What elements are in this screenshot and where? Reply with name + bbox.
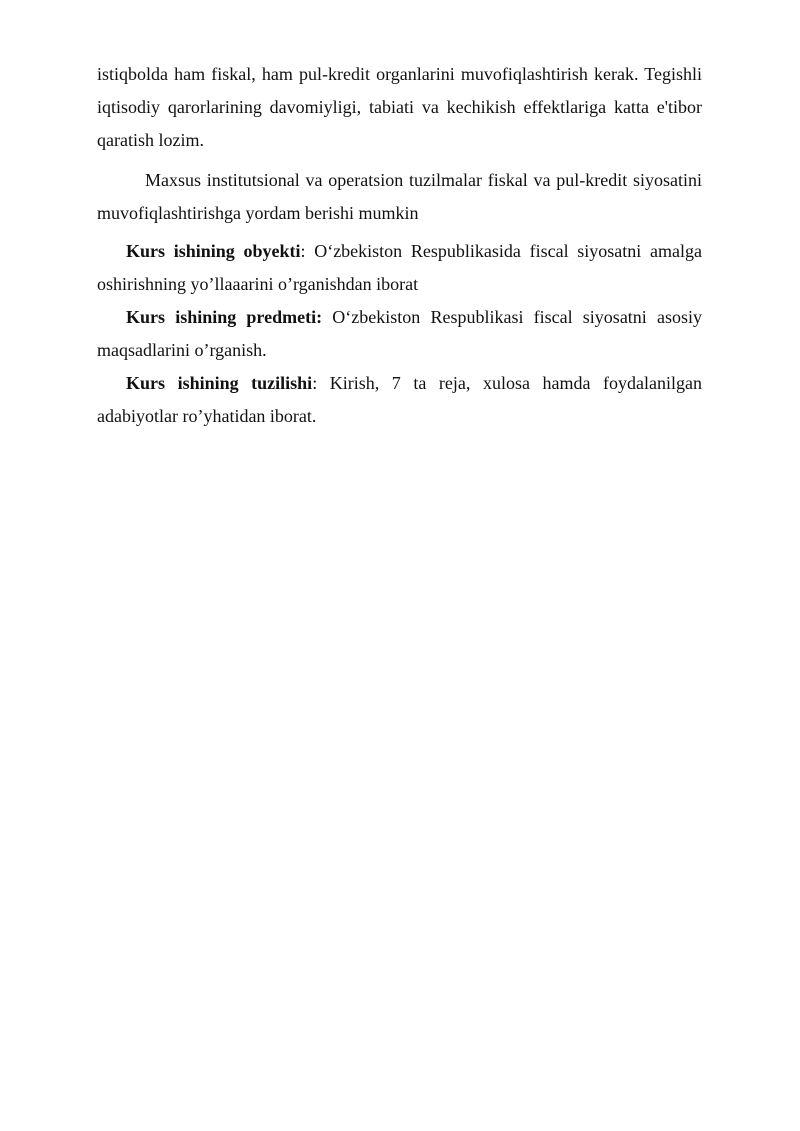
document-page [97, 58, 702, 433]
course-object-paragraph [97, 235, 702, 301]
course-subject-label: Kurs ishining predmeti: [126, 307, 323, 327]
course-structure-text: Kirish, 7 ta reja, xulosa hamda foydalanilgan adabiyotlar ro’yhatidan iborat. [97, 373, 702, 426]
course-subject-separator [322, 307, 332, 327]
course-object-separator: : [300, 241, 315, 261]
course-object-text: O‘zbekiston Respublikasida fiscal siyosatni amalga oshirishning yo’llaaarini o’rganishdan iborat [97, 241, 702, 294]
course-subject-paragraph [97, 301, 702, 367]
course-structure-separator: : [312, 373, 330, 393]
course-subject-text: O‘zbekiston Respublikasi fiscal siyosatni asosiy maqsadlarini o’rganish. [97, 307, 702, 360]
course-structure-label: Kurs ishining tuzilishi [126, 373, 313, 393]
course-structure-paragraph [97, 367, 702, 433]
course-object-label: Kurs ishining obyekti [126, 241, 301, 261]
intro-paragraph: istiqbolda ham fiskal, ham pul-kredit organlarini muvofiqlashtirish kerak. Tegishli iqtisodiy qarorlarining davomiyligi, tabiati va kechikish effektlariga katta e'tibor qaratish lozim. [97, 64, 702, 150]
coordination-paragraph: Maxsus institutsional va operatsion tuzilmalar fiskal va pul-kredit siyosatini muvofiqlashtirishga yordam berishi mumkin [97, 170, 702, 223]
